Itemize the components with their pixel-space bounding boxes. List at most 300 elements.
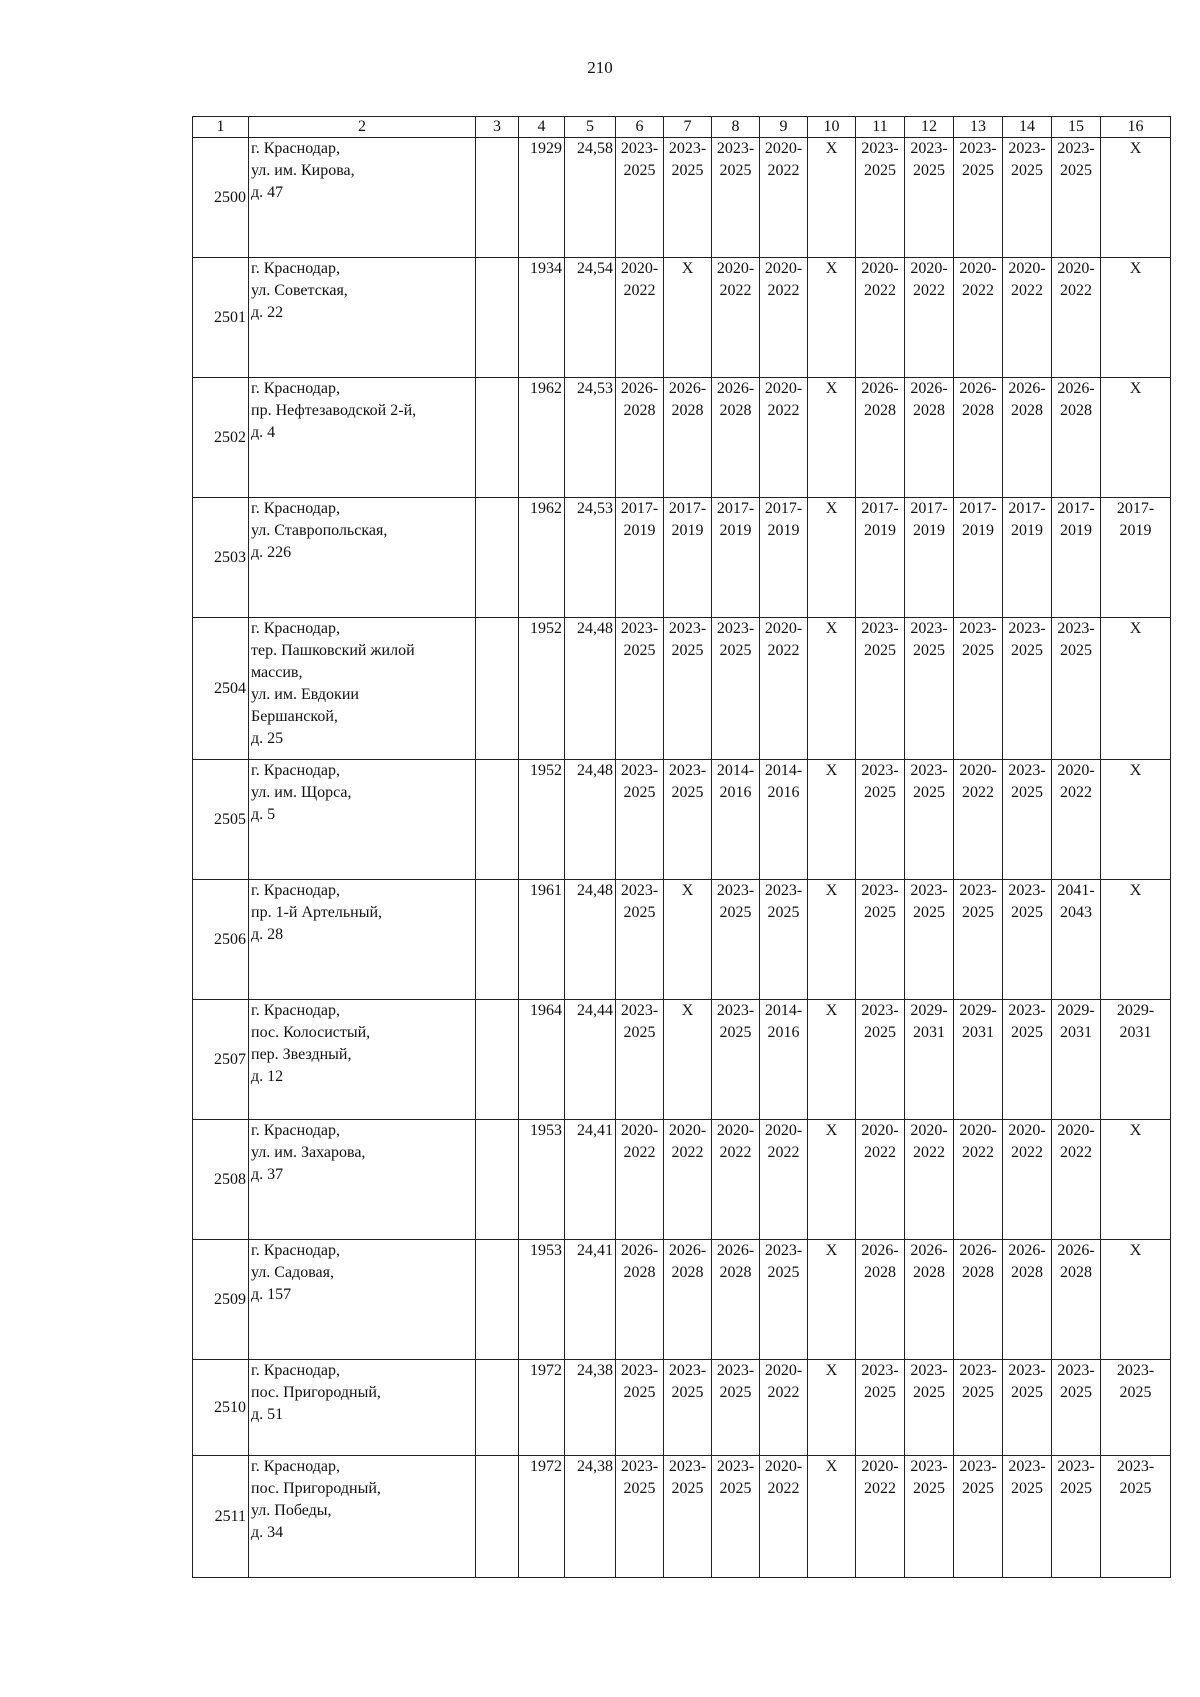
- period-start: 2023-: [861, 140, 899, 157]
- period-cell: [905, 1120, 954, 1240]
- period-end: 2028: [1011, 402, 1043, 419]
- period-start: 2023-: [910, 762, 948, 779]
- period-start: 2023-: [620, 762, 659, 779]
- cross-mark-cell: X: [1101, 880, 1171, 1000]
- period-cell: [905, 498, 954, 618]
- period-end: 2025: [913, 162, 945, 179]
- period-end: 2019: [864, 522, 896, 539]
- value-cell: 24,48: [565, 618, 616, 760]
- row-number-cell: 2501: [193, 258, 249, 378]
- period-start: 2029-: [1057, 1002, 1095, 1019]
- period-cell: [712, 1360, 760, 1456]
- cross-mark-cell: X: [664, 258, 712, 378]
- period-end: 2025: [1011, 904, 1043, 921]
- address-line: д. 47: [251, 184, 284, 201]
- period-start: 2020-: [1057, 1122, 1095, 1139]
- row-number-cell: 2510: [193, 1360, 249, 1456]
- column-header: 15: [1052, 117, 1101, 138]
- period-cell: [905, 880, 954, 1000]
- period-start: 2029-: [959, 1002, 997, 1019]
- cross-mark-cell: X: [808, 1240, 856, 1360]
- period-end: 2022: [767, 402, 800, 419]
- column-header: 3: [476, 117, 519, 138]
- period-start: 2023-: [959, 140, 997, 157]
- address-line: г. Краснодар,: [251, 1458, 340, 1475]
- period-start: 2023-: [1057, 1458, 1095, 1475]
- period-cell: [664, 498, 712, 618]
- page-number: 210: [587, 58, 613, 77]
- period-end: 2025: [623, 1480, 656, 1497]
- period-start: 2023-: [668, 1362, 707, 1379]
- address-line: г. Краснодар,: [251, 1002, 340, 1019]
- period-end: 2022: [1011, 1144, 1043, 1161]
- period-end: 2025: [767, 904, 800, 921]
- table-row: [193, 880, 1171, 1000]
- period-end: 2028: [719, 402, 752, 419]
- period-end: 2022: [1060, 282, 1092, 299]
- period-end: 2025: [719, 1384, 752, 1401]
- col3-cell: [476, 258, 519, 378]
- cross-mark-cell: X: [1101, 138, 1171, 258]
- value-cell: 24,48: [565, 760, 616, 880]
- period-cell: [712, 618, 760, 760]
- address-line: г. Краснодар,: [251, 380, 340, 397]
- period-end: 2043: [1060, 904, 1092, 921]
- period-end: 2028: [864, 402, 896, 419]
- period-cell: [1052, 1456, 1101, 1578]
- cross-mark-cell: X: [808, 880, 856, 1000]
- period-end: 2028: [962, 402, 994, 419]
- period-start: 2026-: [861, 1242, 899, 1259]
- period-start: 2023-: [910, 1362, 948, 1379]
- period-cell: [856, 378, 905, 498]
- period-cell: [905, 1360, 954, 1456]
- period-end: 2019: [1011, 522, 1043, 539]
- period-cell: [712, 1000, 760, 1120]
- period-start: 2023-: [861, 762, 899, 779]
- address-line: д. 51: [251, 1406, 284, 1423]
- value-cell: 24,53: [565, 378, 616, 498]
- table-row: [193, 760, 1171, 880]
- period-end: 2022: [623, 1144, 656, 1161]
- period-start: 2017-: [959, 500, 997, 517]
- period-end: 2025: [623, 784, 656, 801]
- period-end: 2025: [1119, 1480, 1152, 1497]
- period-start: 2020-: [764, 380, 803, 397]
- period-cell: [856, 1000, 905, 1120]
- period-end: 2025: [623, 162, 656, 179]
- table-row: [193, 1000, 1171, 1120]
- period-cell: [712, 1456, 760, 1578]
- period-cell: [1052, 1000, 1101, 1120]
- period-cell: [712, 760, 760, 880]
- period-end: 2022: [623, 282, 656, 299]
- period-cell: [664, 1360, 712, 1456]
- row-number-cell: 2504: [193, 618, 249, 760]
- address-line: массив,: [251, 664, 303, 681]
- period-start: 2023-: [716, 1458, 755, 1475]
- table-row: [193, 1240, 1171, 1360]
- column-header: 6: [616, 117, 664, 138]
- period-cell: [1003, 1360, 1052, 1456]
- period-start: 2026-: [620, 380, 659, 397]
- period-start: 2020-: [1008, 1122, 1046, 1139]
- period-start: 2017-: [716, 500, 755, 517]
- period-start: 2023-: [959, 1362, 997, 1379]
- col3-cell: [476, 1240, 519, 1360]
- period-cell: [905, 258, 954, 378]
- period-start: 2023-: [1008, 762, 1046, 779]
- period-cell: [616, 880, 664, 1000]
- period-start: 2020-: [764, 1122, 803, 1139]
- period-cell: [664, 138, 712, 258]
- col3-cell: [476, 760, 519, 880]
- row-number-cell: 2508: [193, 1120, 249, 1240]
- period-cell: [760, 1120, 808, 1240]
- address-line: ул. им. Щорса,: [251, 784, 352, 801]
- period-start: 2020-: [764, 620, 803, 637]
- col3-cell: [476, 1120, 519, 1240]
- period-start: 2014-: [764, 762, 803, 779]
- period-end: 2025: [623, 1024, 656, 1041]
- address-line: д. 34: [251, 1524, 284, 1541]
- period-start: 2023-: [764, 1242, 803, 1259]
- period-end: 2028: [623, 1264, 656, 1281]
- period-end: 2028: [913, 402, 945, 419]
- table-row: [193, 1360, 1171, 1456]
- period-cell: [1052, 1360, 1101, 1456]
- period-start: 2029-: [1116, 1002, 1155, 1019]
- period-start: 2017-: [1008, 500, 1046, 517]
- year-cell: 1972: [519, 1360, 565, 1456]
- address-line: ул. Ставропольская,: [251, 522, 388, 539]
- period-start: 2020-: [1057, 762, 1095, 779]
- period-cell: [1003, 1456, 1052, 1578]
- table-row: [193, 1120, 1171, 1240]
- row-number-cell: 2503: [193, 498, 249, 618]
- table-row: [193, 618, 1171, 760]
- address-line: г. Краснодар,: [251, 620, 340, 637]
- address-line: д. 25: [251, 730, 284, 747]
- period-end: 2025: [671, 1384, 704, 1401]
- period-end: 2025: [719, 1024, 752, 1041]
- period-start: 2023-: [1057, 1362, 1095, 1379]
- cross-mark-cell: X: [1101, 760, 1171, 880]
- period-end: 2022: [767, 1480, 800, 1497]
- period-end: 2025: [913, 642, 945, 659]
- column-header: 13: [954, 117, 1003, 138]
- address-cell: [249, 1360, 476, 1456]
- period-cell: [760, 1360, 808, 1456]
- period-cell: [1052, 760, 1101, 880]
- year-cell: 1961: [519, 880, 565, 1000]
- period-cell: [856, 760, 905, 880]
- cross-mark-cell: X: [664, 880, 712, 1000]
- period-start: 2023-: [716, 882, 755, 899]
- period-end: 2025: [1119, 1384, 1152, 1401]
- address-line: пос. Колосистый,: [251, 1024, 371, 1041]
- period-cell: [1101, 1360, 1171, 1456]
- period-cell: [760, 258, 808, 378]
- address-line: ул. им. Захарова,: [251, 1144, 366, 1161]
- period-end: 2025: [864, 1384, 896, 1401]
- address-line: г. Краснодар,: [251, 1362, 340, 1379]
- period-cell: [905, 138, 954, 258]
- value-cell: 24,41: [565, 1120, 616, 1240]
- period-start: 2026-: [620, 1242, 659, 1259]
- period-end: 2022: [671, 1144, 704, 1161]
- period-cell: [616, 1456, 664, 1578]
- period-end: 2022: [913, 282, 945, 299]
- period-cell: [954, 760, 1003, 880]
- period-end: 2031: [1060, 1024, 1092, 1041]
- period-end: 2025: [962, 904, 994, 921]
- period-end: 2025: [864, 1024, 896, 1041]
- address-line: пр. 1-й Артельный,: [251, 904, 383, 921]
- period-end: 2028: [864, 1264, 896, 1281]
- period-cell: [856, 1360, 905, 1456]
- period-start: 2020-: [716, 1122, 755, 1139]
- period-cell: [954, 1120, 1003, 1240]
- period-end: 2022: [864, 1144, 896, 1161]
- period-cell: [616, 1360, 664, 1456]
- period-end: 2025: [913, 1384, 945, 1401]
- period-end: 2025: [719, 162, 752, 179]
- period-end: 2019: [1060, 522, 1092, 539]
- year-cell: 1952: [519, 618, 565, 760]
- period-start: 2023-: [910, 620, 948, 637]
- row-number-cell: 2505: [193, 760, 249, 880]
- period-end: 2025: [1011, 1384, 1043, 1401]
- period-end: 2025: [1011, 642, 1043, 659]
- period-cell: [712, 880, 760, 1000]
- address-line: пос. Пригородный,: [251, 1480, 381, 1497]
- period-start: 2026-: [716, 380, 755, 397]
- period-end: 2022: [767, 162, 800, 179]
- period-end: 2019: [719, 522, 752, 539]
- period-start: 2029-: [910, 1002, 948, 1019]
- period-end: 2025: [767, 1264, 800, 1281]
- period-end: 2028: [1060, 402, 1092, 419]
- period-end: 2022: [719, 1144, 752, 1161]
- period-end: 2025: [671, 162, 704, 179]
- period-end: 2016: [719, 784, 752, 801]
- value-cell: 24,44: [565, 1000, 616, 1120]
- period-cell: [1003, 618, 1052, 760]
- cross-mark-cell: X: [808, 1000, 856, 1120]
- period-start: 2023-: [861, 620, 899, 637]
- period-start: 2020-: [959, 762, 997, 779]
- period-cell: [856, 618, 905, 760]
- period-cell: [1101, 1456, 1171, 1578]
- period-start: 2023-: [716, 620, 755, 637]
- period-cell: [905, 1456, 954, 1578]
- period-end: 2025: [623, 642, 656, 659]
- address-line: д. 157: [251, 1286, 292, 1303]
- period-start: 2020-: [764, 260, 803, 277]
- period-end: 2028: [1011, 1264, 1043, 1281]
- cross-mark-cell: X: [1101, 258, 1171, 378]
- period-end: 2022: [962, 1144, 994, 1161]
- period-start: 2023-: [1008, 1002, 1046, 1019]
- period-cell: [856, 880, 905, 1000]
- period-start: 2020-: [620, 260, 659, 277]
- address-line: г. Краснодар,: [251, 762, 340, 779]
- cross-mark-cell: X: [1101, 1240, 1171, 1360]
- period-cell: [664, 1456, 712, 1578]
- period-start: 2020-: [959, 1122, 997, 1139]
- period-end: 2025: [671, 642, 704, 659]
- period-start: 2023-: [1008, 882, 1046, 899]
- address-line: г. Краснодар,: [251, 882, 340, 899]
- period-start: 2023-: [1057, 620, 1095, 637]
- period-end: 2019: [671, 522, 704, 539]
- period-end: 2025: [671, 784, 704, 801]
- period-cell: [1052, 880, 1101, 1000]
- address-cell: [249, 618, 476, 760]
- period-start: 2023-: [1008, 1458, 1046, 1475]
- column-header: 8: [712, 117, 760, 138]
- column-number-row: [193, 117, 1171, 138]
- year-cell: 1953: [519, 1120, 565, 1240]
- period-cell: [664, 1120, 712, 1240]
- period-cell: [856, 1456, 905, 1578]
- period-start: 2023-: [620, 140, 659, 157]
- period-cell: [712, 1120, 760, 1240]
- period-end: 2022: [864, 282, 896, 299]
- address-line: д. 5: [251, 806, 276, 823]
- period-end: 2022: [767, 1144, 800, 1161]
- cross-mark-cell: X: [808, 258, 856, 378]
- period-cell: [954, 378, 1003, 498]
- period-start: 2023-: [1116, 1362, 1155, 1379]
- cross-mark-cell: X: [808, 138, 856, 258]
- period-cell: [760, 618, 808, 760]
- period-cell: [616, 498, 664, 618]
- address-cell: [249, 760, 476, 880]
- period-start: 2023-: [620, 620, 659, 637]
- column-header: 10: [808, 117, 856, 138]
- period-end: 2022: [719, 282, 752, 299]
- period-start: 2020-: [910, 260, 948, 277]
- address-line: ул. Садовая,: [251, 1264, 334, 1281]
- period-start: 2020-: [959, 260, 997, 277]
- period-cell: [760, 1456, 808, 1578]
- period-start: 2017-: [861, 500, 899, 517]
- period-end: 2025: [913, 784, 945, 801]
- cross-mark-cell: X: [1101, 1120, 1171, 1240]
- period-end: 2022: [1060, 1144, 1092, 1161]
- period-start: 2023-: [861, 882, 899, 899]
- period-cell: [712, 138, 760, 258]
- period-start: 2023-: [1057, 140, 1095, 157]
- period-cell: [616, 1240, 664, 1360]
- period-cell: [905, 618, 954, 760]
- period-start: 2017-: [1057, 500, 1095, 517]
- period-end: 2025: [962, 642, 994, 659]
- period-end: 2028: [1060, 1264, 1092, 1281]
- period-cell: [856, 138, 905, 258]
- period-cell: [616, 1120, 664, 1240]
- period-end: 2025: [719, 904, 752, 921]
- address-line: ул. Советская,: [251, 282, 348, 299]
- address-line: д. 226: [251, 544, 292, 561]
- period-end: 2025: [671, 1480, 704, 1497]
- row-number-cell: 2511: [193, 1456, 249, 1578]
- period-cell: [954, 1240, 1003, 1360]
- period-end: 2025: [623, 1384, 656, 1401]
- period-end: 2031: [962, 1024, 994, 1041]
- period-end: 2025: [864, 784, 896, 801]
- period-end: 2025: [1060, 1384, 1092, 1401]
- period-cell: [954, 1360, 1003, 1456]
- period-cell: [1052, 138, 1101, 258]
- value-cell: 24,41: [565, 1240, 616, 1360]
- column-header: 7: [664, 117, 712, 138]
- period-end: 2025: [1060, 162, 1092, 179]
- column-header: 9: [760, 117, 808, 138]
- value-cell: 24,58: [565, 138, 616, 258]
- period-cell: [664, 378, 712, 498]
- cross-mark-cell: X: [1101, 618, 1171, 760]
- period-start: 2026-: [1057, 1242, 1095, 1259]
- col3-cell: [476, 1000, 519, 1120]
- period-end: 2025: [1060, 642, 1092, 659]
- period-cell: [1003, 138, 1052, 258]
- address-line: д. 22: [251, 304, 284, 321]
- period-cell: [1052, 1240, 1101, 1360]
- period-cell: [856, 258, 905, 378]
- period-end: 2025: [962, 162, 994, 179]
- column-header: 4: [519, 117, 565, 138]
- address-line: Бершанской,: [251, 708, 338, 725]
- period-end: 2025: [719, 1480, 752, 1497]
- period-cell: [760, 1000, 808, 1120]
- period-start: 2023-: [861, 1362, 899, 1379]
- period-cell: [1003, 258, 1052, 378]
- column-header: 11: [856, 117, 905, 138]
- period-cell: [664, 760, 712, 880]
- period-start: 2023-: [668, 140, 707, 157]
- period-end: 2025: [864, 904, 896, 921]
- period-start: 2041-: [1057, 882, 1095, 899]
- period-end: 2025: [1060, 1480, 1092, 1497]
- address-line: д. 37: [251, 1166, 284, 1183]
- address-line: пос. Пригородный,: [251, 1384, 381, 1401]
- col3-cell: [476, 1360, 519, 1456]
- address-line: д. 28: [251, 926, 284, 943]
- period-end: 2022: [1011, 282, 1043, 299]
- address-line: пер. Звездный,: [251, 1046, 352, 1063]
- address-line: ул. им. Евдокии: [251, 686, 359, 703]
- table-row: [193, 378, 1171, 498]
- value-cell: 24,54: [565, 258, 616, 378]
- col3-cell: [476, 378, 519, 498]
- period-end: 2025: [1011, 784, 1043, 801]
- col3-cell: [476, 880, 519, 1000]
- period-end: 2025: [623, 904, 656, 921]
- period-start: 2023-: [668, 762, 707, 779]
- period-start: 2023-: [668, 1458, 707, 1475]
- period-end: 2025: [962, 1480, 994, 1497]
- period-start: 2020-: [910, 1122, 948, 1139]
- period-start: 2020-: [861, 1122, 899, 1139]
- address-cell: [249, 1120, 476, 1240]
- period-start: 2017-: [620, 500, 659, 517]
- period-end: 2022: [767, 1384, 800, 1401]
- period-cell: [954, 1000, 1003, 1120]
- period-start: 2020-: [764, 140, 803, 157]
